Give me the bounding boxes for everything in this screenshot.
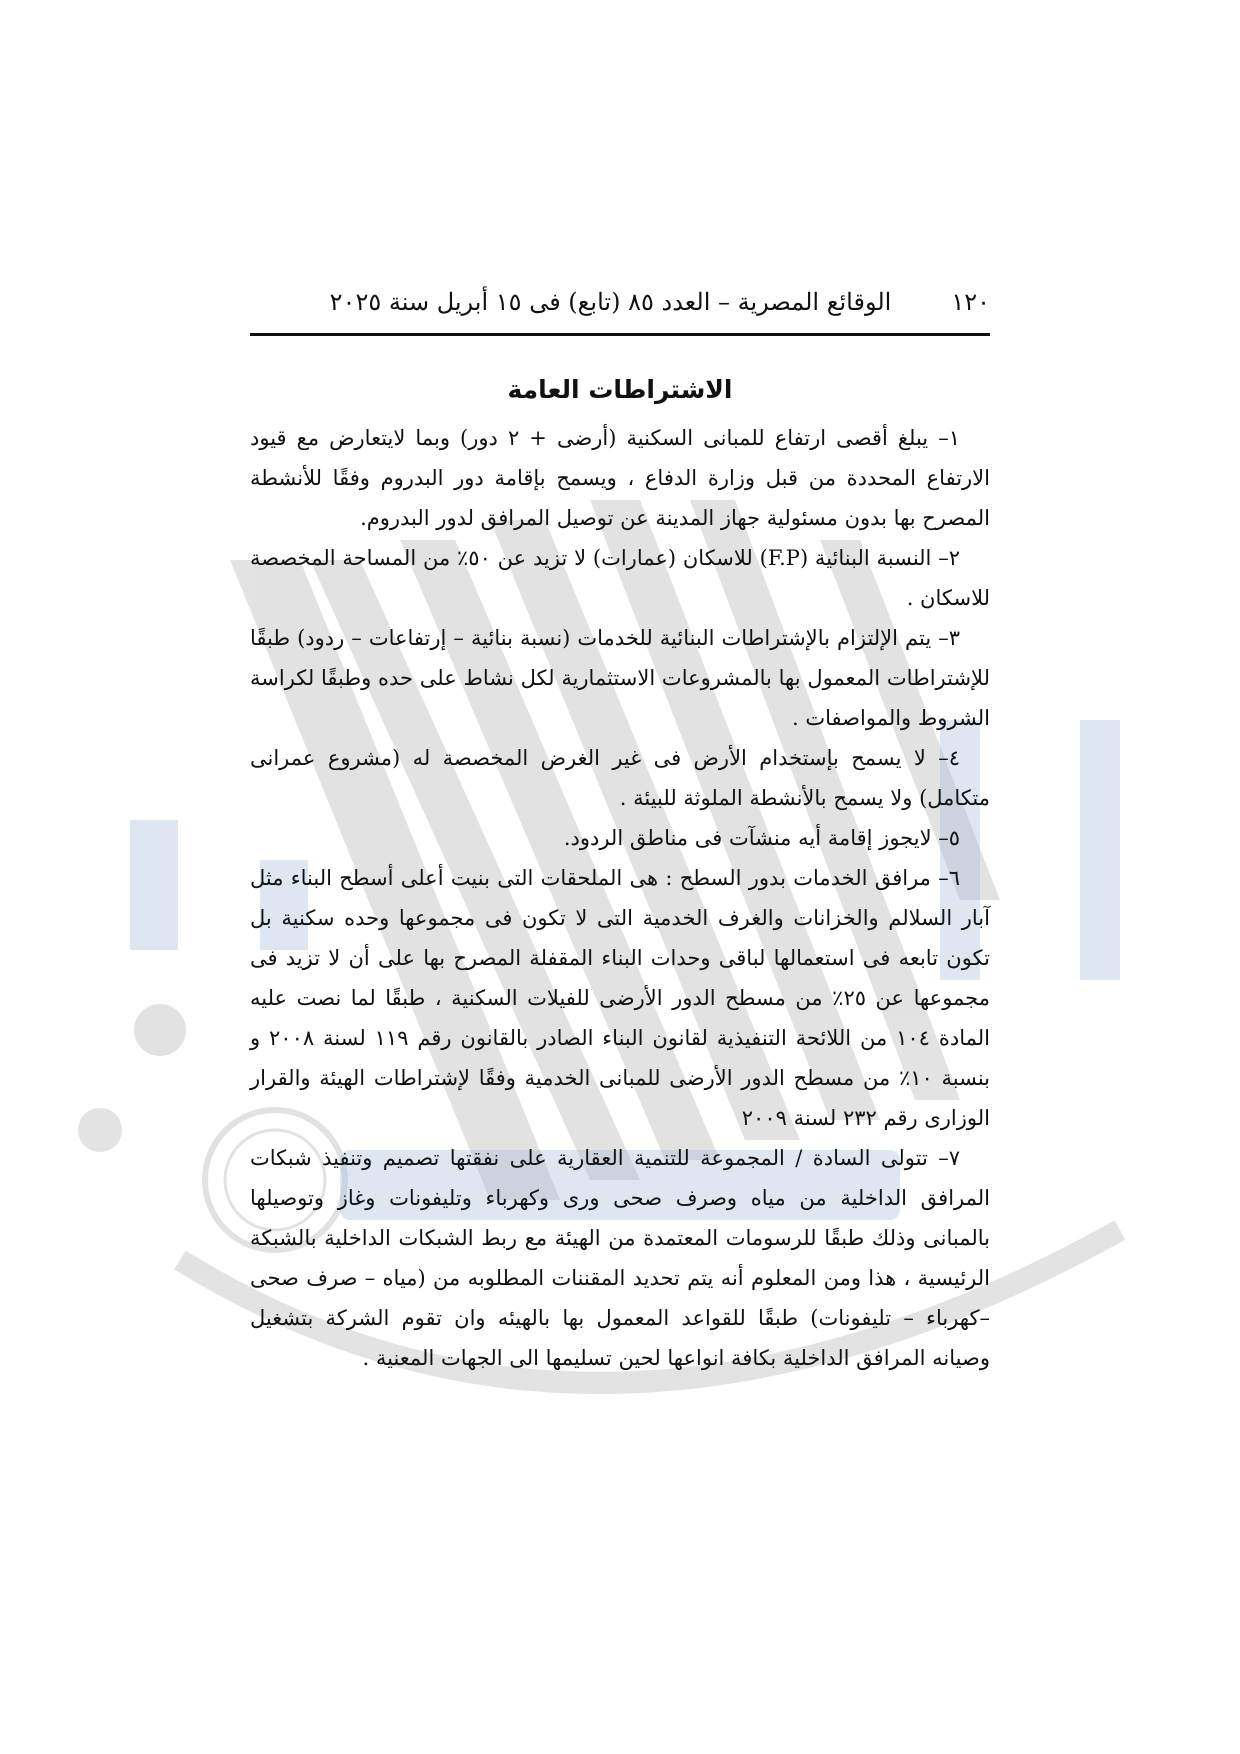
page-number: ١٢٠ bbox=[951, 288, 990, 316]
page-header bbox=[250, 282, 990, 322]
clause-2: ٢– النسبة البنائية (F.P) للاسكان (عمارات) لا تزيد عن ٥٠٪ من المساحة المخصصة للاسكان . bbox=[250, 546, 990, 610]
clause-5: ٥– لايجوز إقامة أيه منشآت فى مناطق الردود. bbox=[563, 826, 960, 850]
clause-1: ١– يبلغ أقصى ارتفاع للمبانى السكنية (أرضى + ٢ دور) وبما لايتعارض مع قيود الارتفاع المحددة من قبل وزارة الدفاع ، ويسمح بإقامة دور البدروم وفقًا للأنشطة المصرح بها بدون مسئولية جهاز المدينة عن توصيل المرافق لدور البدروم. bbox=[250, 426, 990, 530]
clause-6: ٦– مرافق الخدمات بدور السطح : هى الملحقات التى بنيت أعلى أسطح البناء مثل آبار السلالم والخزانات والغرف الخدمية التى لا تكون فى مجموعها وحده سكنية بل تكون تابعه فى استعمالها لباقى وحدات البناء المقفلة المصرح بها على أن لا تزيد فى مجموعها عن ٢٥٪ من مسطح الدور الأرضى للفيلات السكنية ، طبقًا لما نصت عليه المادة ١٠٤ من اللائحة التنفيذية لقانون البناء الصادر بالقانون رقم ١١٩ لسنة ٢٠٠٨ و بنسبة ١٠٪ من مسطح الدور الأرضى للمبانى الخدمية وفقًا لإشتراطات الهيئة والقرار الوزارى رقم ٢٣٢ لسنة ٢٠٠٩ bbox=[250, 866, 990, 1130]
section-title: الاشتراطات العامة bbox=[507, 375, 733, 404]
clause-4: ٤– لا يسمح بإستخدام الأرض فى غير الغرض المخصصة له (مشروع عمرانى متكامل) ولا يسمح بالأنشطة الملوثة للبيئة . bbox=[250, 746, 990, 810]
document-body bbox=[250, 418, 990, 1378]
clause-3: ٣– يتم الإلتزام بالإشتراطات البنائية للخدمات (نسبة بنائية – إرتفاعات – ردود) طبقًا للإشتراطات المعمول بها بالمشروعات الاستثمارية لكل نشاط على حده وطبقًا لكراسة الشروط والمواصفات . bbox=[250, 626, 990, 730]
clause-7: ٧– تتولى السادة / المجموعة للتنمية العقارية على نفقتها تصميم وتنفيذ شبكات المرافق الداخلية من مياه وصرف صحى ورى وكهرباء وتليفونات وغاز وتوصيلها بالمبانى وذلك طبقًا للرسومات المعتمدة من الهيئة مع ربط الشبكات الداخلية بالشبكة الرئيسية ، هذا ومن المعلوم أنه يتم تحديد المقننات المطلوبه من (مياه – صرف صحى –كهرباء – تليفونات) طبقًا للقواعد المعمول بها بالهيئه وان تقوم الشركة بتشغيل وصيانه المرافق الداخلية بكافة انواعها لحين تسليمها الى الجهات المعنية . bbox=[250, 1146, 990, 1370]
header-rule bbox=[250, 333, 990, 336]
running-title: الوقائع المصرية – العدد ٨٥ (تابع) فى ١٥ أبريل سنة ٢٠٢٥ bbox=[329, 288, 892, 316]
